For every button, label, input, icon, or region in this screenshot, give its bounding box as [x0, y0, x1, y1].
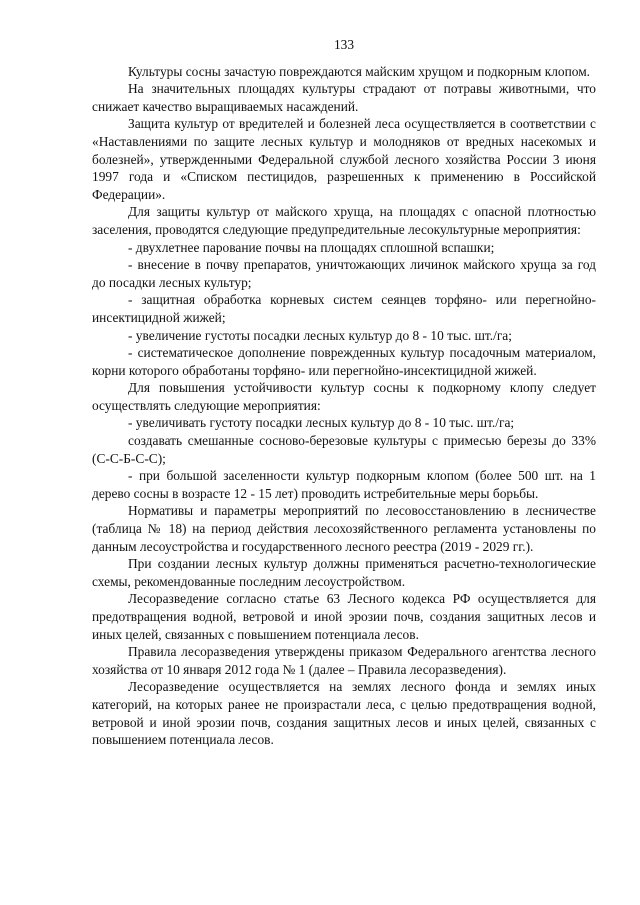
- paragraph: Культуры сосны зачастую повреждаются майским хрущом и подкорным клопом.: [128, 63, 591, 79]
- list-item: - двухлетнее парование почвы на площадях сплошной вспашки;: [128, 239, 495, 255]
- paragraph: Нормативы и параметры мероприятий по лесовосстановлению в лесничестве (таблица № 18) на период действия лесохозяйственного регламента установлены по данным лесоустройства и государственного лесного реестра (2019 - 2029 гг.).: [92, 503, 596, 554]
- page-number: 133: [333, 37, 355, 52]
- paragraph: Лесоразведение согласно статье 63 Лесного кодекса РФ осуществляется для предотвращения водной, ветровой и иной эрозии почв, создания защитных лесов и иных целей, связанных с повышением потенциала лесов.: [92, 591, 596, 642]
- paragraph: На значительных площадях культуры страдают от потравы животными, что снижает качество выращиваемых насаждений.: [92, 81, 596, 114]
- list-item: - внесение в почву препаратов, уничтожающих личинок майского хруща за год до посадки лесных культур;: [92, 257, 596, 290]
- paragraph: Для повышения устойчивости культур сосны к подкорному клопу следует осуществлять следующие мероприятия:: [92, 380, 596, 413]
- list-item: создавать смешанные сосново-березовые культуры с примесью березы до 33% (С-С-Б-С-С);: [92, 433, 596, 466]
- list-item: - защитная обработка корневых систем сеянцев торфяно- или перегнойно-инсектицидной жижей;: [92, 292, 596, 325]
- list-item: - увеличение густоты посадки лесных культур до 8 - 10 тыс. шт./га;: [128, 327, 512, 343]
- paragraph: Лесоразведение осуществляется на землях лесного фонда и землях иных категорий, на которых ранее не произрастали леса, с целью предотвращения водной, ветровой и иной эрозии почв, создания защитных лесов и иных целей, связанных с повышением потенциала лесов.: [92, 679, 596, 748]
- paragraph: Защита культур от вредителей и болезней леса осуществляется в соответствии с «Наставлениями по защите лесных культур и молодняков от вредных насекомых и болезней», утвержденными Федеральной службой лесного хозяйства России 3 июня 1997 года и «Списком пестицидов, разрешенных к применению в Российской Федерации».: [92, 116, 596, 202]
- paragraph: При создании лесных культур должны применяться расчетно-технологические схемы, рекомендованные последним лесоустройством.: [92, 556, 596, 589]
- paragraph: Для защиты культур от майского хруща, на площадях с опасной плотностью заселения, проводятся следующие предупредительные лесокультурные мероприятия:: [92, 204, 596, 237]
- list-item: - увеличивать густоту посадки лесных культур до 8 - 10 тыс. шт./га;: [128, 415, 515, 431]
- paragraph: Правила лесоразведения утверждены приказом Федерального агентства лесного хозяйства от 10 января 2012 года № 1 (далее – Правила лесоразведения).: [92, 644, 596, 677]
- list-item: - при большой заселенности культур подкорным клопом (более 500 шт. на 1 дерево сосны в возрасте 12 - 15 лет) проводить истребительные меры борьбы.: [92, 468, 596, 501]
- document-body: [92, 63, 596, 749]
- list-item: - систематическое дополнение поврежденных культур посадочным материалом, корни которого обработаны торфяно- или перегнойно-инсектицидной жижей.: [92, 345, 596, 378]
